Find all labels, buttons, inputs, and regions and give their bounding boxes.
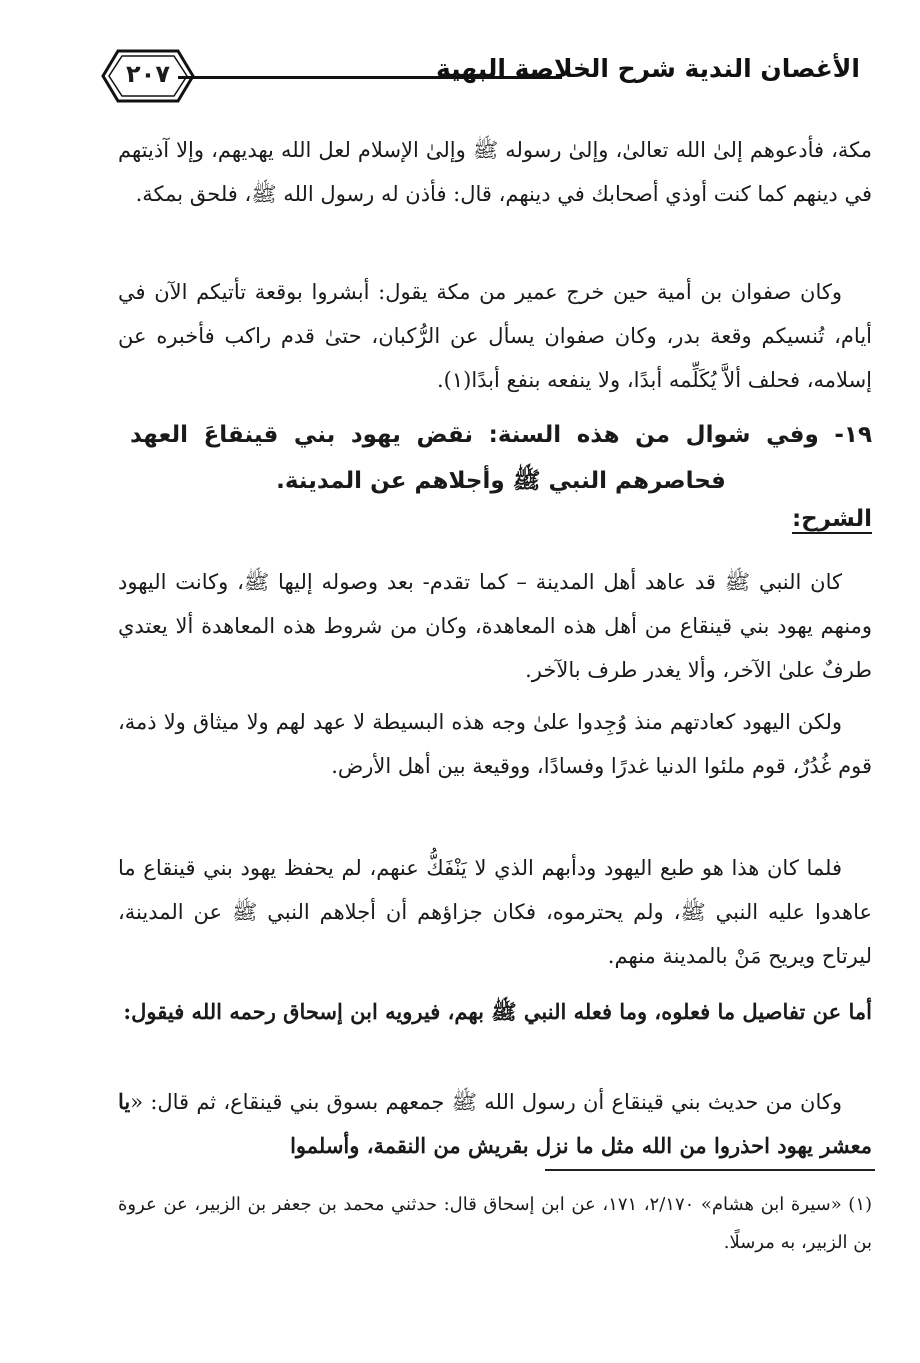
section-heading: ١٩- وفي شوال من هذه السنة: نقض يهود بني قينقاعَ العهد فحاصرهم النبي ﷺ وأجلاهم عن المدينة. (130, 422, 872, 494)
footnote: (١) «سيرة ابن هشام» ٢/١٧٠، ١٧١، عن ابن إسحاق قال: حدثني محمد بن جعفر بن الزبير، عن عروة بن الزبير، به مرسلًا. (118, 1194, 873, 1253)
paragraph-3: كان النبي ﷺ قد عاهد أهل المدينة – كما تقدم- بعد وصوله إليها ﷺ، وكانت اليهود ومنهم يهود بني قينقاع من أهل هذه المعاهدة، وكان من شروط هذه المعاهدة ألا يعتدي طرفٌ علىٰ الآخر، وألا يغدر طرف بالآخر. (118, 570, 872, 682)
page-number: ٢٠٧ (126, 60, 170, 88)
paragraph-5: فلما كان هذا هو طبع اليهود ودأبهم الذي لا يَنْفَكُّ عنهم، لم يحفظ يهود بني قينقاع ما عاهدوا عليه النبي ﷺ، ولم يحترموه، فكان جزاؤهم أن أجلاهم النبي ﷺ عن المدينة، ليرتاح ويريح مَنْ بالمدينة منهم. (118, 856, 872, 968)
book-title: الأغصان الندية شرح الخلاصة البهية (435, 54, 860, 83)
paragraph-4: ولكن اليهود كعادتهم منذ وُجِدوا علىٰ وجه هذه البسيطة لا عهد لهم ولا ميثاق ولا ذمة، قوم غُدُرٌ، قوم ملئوا الدنيا غدرًا وفسادًا، ووقيعة بين أهل الأرض. (118, 710, 872, 778)
paragraph-1: مكة، فأدعوهم إلىٰ الله تعالىٰ، وإلىٰ رسوله ﷺ وإلىٰ الإسلام لعل الله يهديهم، وإلا آذيتهم في دينهم كما كنت أوذي أصحابك في دينهم، قال: فأذن له رسول الله ﷺ، فلحق بمكة. (118, 138, 872, 206)
paragraph-2: وكان صفوان بن أمية حين خرج عمير من مكة يقول: أبشروا بوقعة تأتيكم الآن في أيام، تُنسيكم وقعة بدر، وكان صفوان يسأل عن الرُّكبان، حتىٰ قدم راكب فأخبره عن إسلامه، فحلف ألاَّ يُكَلِّمه أبدًا، ولا ينفعه بنفع أبدًا(١). (118, 280, 872, 392)
footnote-rule (545, 1169, 875, 1171)
sharh-label: الشرح: (791, 506, 872, 532)
paragraph-6: أما عن تفاصيل ما فعلوه، وما فعله النبي ﷺ بهم، فيرويه ابن إسحاق رحمه الله فيقول: (123, 999, 872, 1024)
page-header (100, 48, 860, 104)
paragraph-7 (118, 1080, 872, 1168)
paragraph-7-quote: يا معشر يهود احذروا من الله مثل ما نزل بقريش من النقمة، وأسلموا (118, 1089, 872, 1158)
paragraph-7-text: وكان من حديث بني قينقاع أن رسول الله ﷺ جمعهم بسوق بني قينقاع، ثم قال: « (130, 1090, 842, 1114)
